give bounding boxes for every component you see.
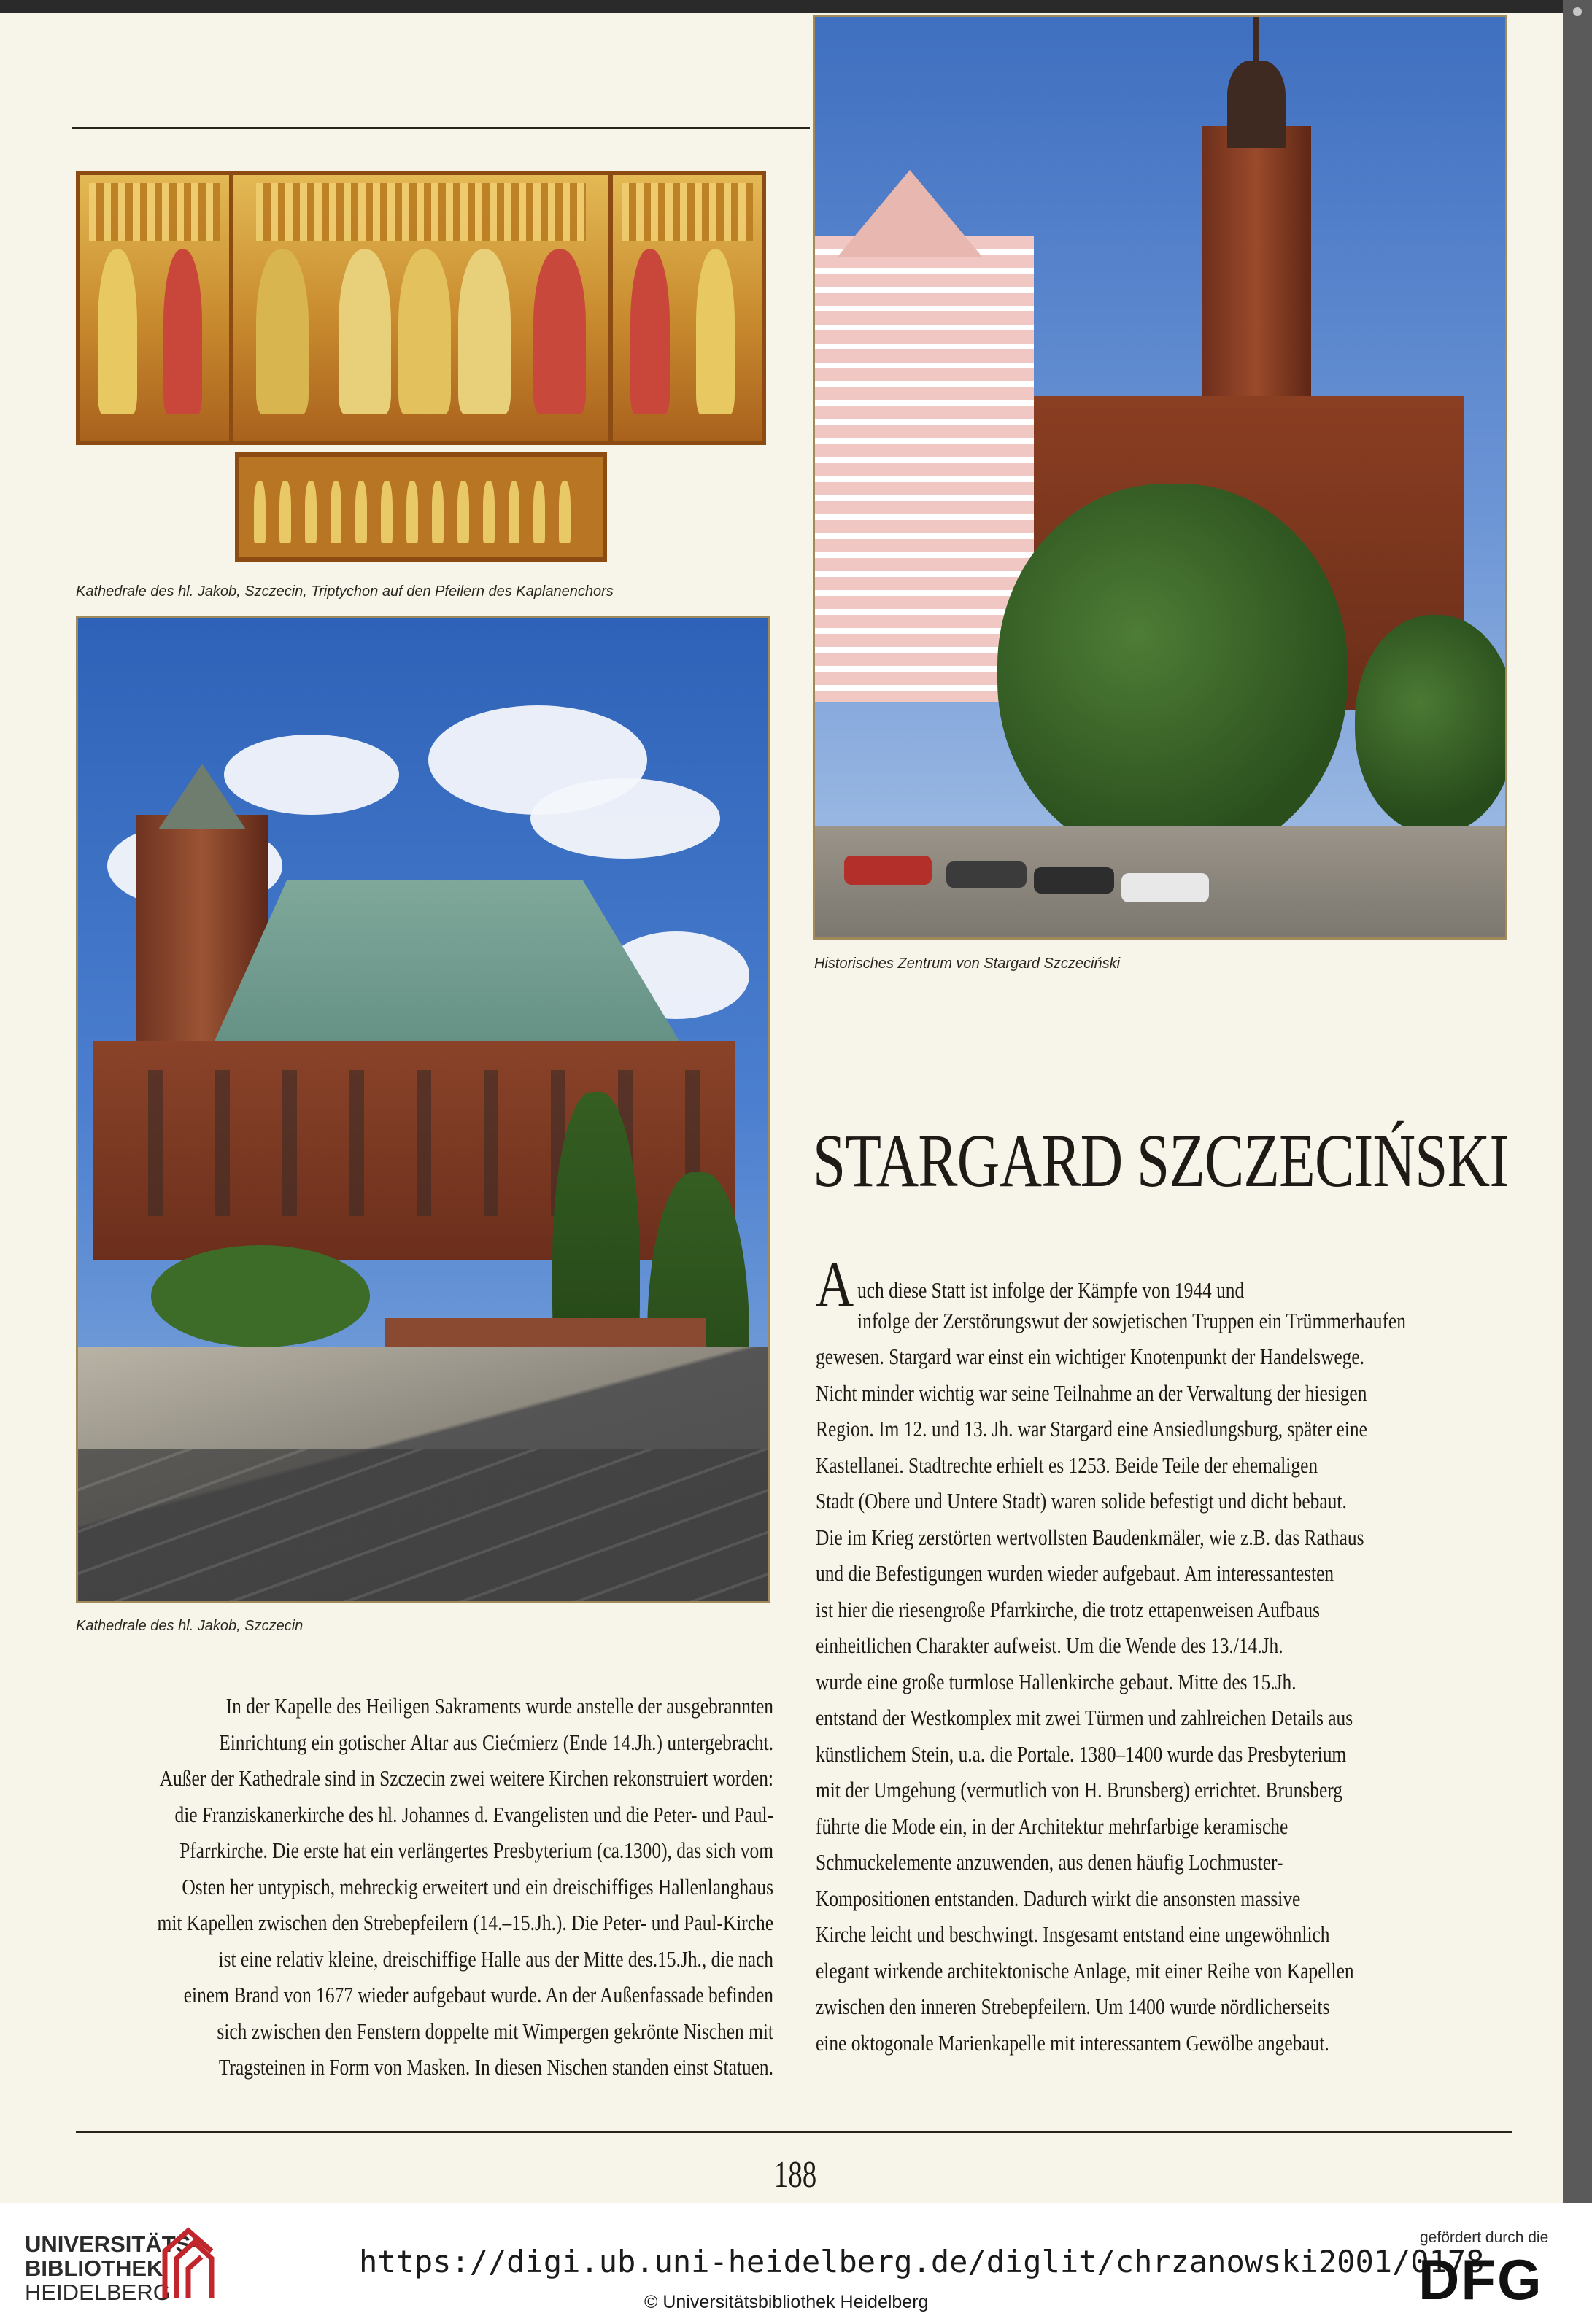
text-line: zwischen den inneren Strebepfeilern. Um 1400 wurde nördlicherseits bbox=[816, 1994, 1330, 2019]
text-line: infolge der Zerstörungswut der sowjetischen Truppen ein Trümmerhaufen bbox=[857, 1307, 1406, 1333]
text-line: elegant wirkende architektonische Anlage, mit einer Reihe von Kapellen bbox=[816, 1957, 1354, 1983]
permalink-url[interactable]: https://digi.ub.uni-heidelberg.de/diglit/chrzanowski2001/0178 bbox=[359, 2244, 1485, 2280]
text-line: wurde eine große turmlose Hallenkirche gebaut. Mitte des 15.Jh. bbox=[816, 1668, 1297, 1694]
copyright-notice: © Universitätsbibliothek Heidelberg bbox=[644, 2292, 929, 2312]
text-line: künstlichem Stein, u.a. die Portale. 1380–1400 wurde das Presbyterium bbox=[816, 1740, 1347, 1767]
triptych-frame bbox=[76, 171, 766, 445]
library-name: UNIVERSITÄTS- BIBLIOTHEK HEIDELBERG bbox=[25, 2231, 198, 2305]
stargard-caption: Historisches Zentrum von Stargard Szczeciński bbox=[814, 956, 1121, 972]
right-column-text bbox=[816, 1250, 1474, 2061]
text-line: und die Befestigungen wurden wieder aufgebaut. Am interessantesten bbox=[816, 1560, 1334, 1586]
text-line: Kompositionen entstanden. Dadurch wirkt die ansonsten massive bbox=[816, 1885, 1301, 1911]
library-logo-icon bbox=[159, 2225, 217, 2305]
text-line: ist eine relativ kleine, dreischiffige Halle aus der Mitte des.15.Jh., die nach bbox=[218, 1945, 774, 1972]
text-line: mit Kapellen zwischen den Strebepfeilern (14.–15.Jh.). Die Peter- und Paul-Kirche bbox=[157, 1910, 773, 1935]
stargard-center-photo bbox=[813, 15, 1507, 940]
drop-cap: A bbox=[816, 1250, 854, 1320]
text-line: Einrichtung ein gotischer Altar aus Ciećmierz (Ende 14.Jh.) untergebracht. bbox=[219, 1729, 773, 1755]
text-line: Pfarrkirche. Die erste hat ein verlängertes Presbyterium (ca.1300), das sich vom bbox=[179, 1837, 773, 1863]
triptych-caption: Kathedrale des hl. Jakob, Szczecin, Triptychon auf den Pfeilern des Kaplanenchors bbox=[76, 584, 614, 600]
cathedral-photo bbox=[76, 616, 770, 1603]
text-line: die Franziskanerkirche des hl. Johannes d. Evangelisten und die Peter- und Paul- bbox=[174, 1801, 774, 1827]
bottom-rule bbox=[76, 2131, 1512, 2133]
page-heading: STARGARD SZCZECIŃSKI bbox=[813, 1119, 1509, 1203]
text-line: entstand der Westkomplex mit zwei Türmen und zahlreichen Details aus bbox=[816, 1705, 1353, 1730]
text-line: Nicht minder wichtig war seine Teilnahme an der Verwaltung der hiesigen bbox=[816, 1379, 1367, 1406]
left-column-text bbox=[121, 1688, 773, 2085]
text-line: einem Brand von 1677 wieder aufgebaut wurde. An der Außenfassade befinden bbox=[183, 1982, 773, 2007]
text-line: gewesen. Stargard war einst ein wichtiger Knotenpunkt der Handelswege. bbox=[816, 1344, 1365, 1369]
triptych-predella bbox=[235, 452, 607, 562]
cathedral-caption: Kathedrale des hl. Jakob, Szczecin bbox=[76, 1618, 304, 1634]
text-line: Kirche leicht und beschwingt. Insgesamt entstand eine ungewöhnlich bbox=[816, 1921, 1330, 1947]
text-line: sich zwischen den Fenstern doppelte mit Wimpergen gekrönte Nischen mit bbox=[217, 2018, 773, 2044]
text-line: Außer der Kathedrale sind in Szczecin zwei weitere Kirchen rekonstruiert worden: bbox=[159, 1765, 773, 1791]
text-line: eine oktogonale Marienkapelle mit interessantem Gewölbe angebaut. bbox=[816, 2029, 1329, 2056]
text-line: Stadt (Obere und Untere Stadt) waren solide befestigt und dicht bebaut. bbox=[816, 1488, 1347, 1514]
triptych-wing-right bbox=[613, 175, 762, 441]
text-line: Schmuckelemente anzuwenden, aus denen häufig Lochmuster- bbox=[816, 1849, 1283, 1875]
text-line: einheitlichen Charakter aufweist. Um die Wende des 13./14.Jh. bbox=[816, 1632, 1283, 1658]
triptych-center bbox=[233, 175, 613, 441]
funded-by-label: gefördert durch die bbox=[1420, 2229, 1549, 2246]
text-line: Region. Im 12. und 13. Jh. war Stargard eine Ansiedlungsburg, später eine bbox=[816, 1416, 1367, 1441]
text-line: mit der Umgehung (vermutlich von H. Brunsberg) errichtet. Brunsberg bbox=[816, 1777, 1342, 1802]
first-line: Auch diese Statt ist infolge der Kämpfe von 1944 und bbox=[816, 1250, 1245, 1320]
text-line: Tragsteinen in Form von Masken. In diesen Nischen standen einst Statuen. bbox=[218, 2054, 774, 2080]
text-line: führte die Mode ein, in der Architektur mehrfarbige keramische bbox=[816, 1813, 1288, 1839]
scan-top-edge bbox=[0, 0, 1592, 13]
dfg-logo: DFG bbox=[1418, 2247, 1543, 2312]
triptych-wing-left bbox=[80, 175, 233, 441]
digitization-footer bbox=[0, 2203, 1592, 2324]
triptych-photo bbox=[73, 168, 773, 576]
text-line: Osten her untypisch, mehreckig erweitert und ein dreischiffiges Hallenlanghaus bbox=[182, 1873, 773, 1899]
text-line: ist hier die riesengroße Pfarrkirche, die trotz ettapenweisen Aufbaus bbox=[816, 1596, 1321, 1622]
text-line: Die im Krieg zerstörten wertvollsten Baudenkmäler, wie z.B. das Rathaus bbox=[816, 1524, 1364, 1550]
text-line: Kastellanei. Stadtrechte erhielt es 1253. Beide Teile der ehemaligen bbox=[816, 1452, 1318, 1478]
top-rule bbox=[72, 127, 810, 129]
scan-right-edge bbox=[1563, 0, 1592, 2203]
text-line: In der Kapelle des Heiligen Sakraments wurde anstelle der ausgebrannten bbox=[225, 1693, 773, 1719]
page-number: 188 bbox=[773, 2154, 817, 2196]
